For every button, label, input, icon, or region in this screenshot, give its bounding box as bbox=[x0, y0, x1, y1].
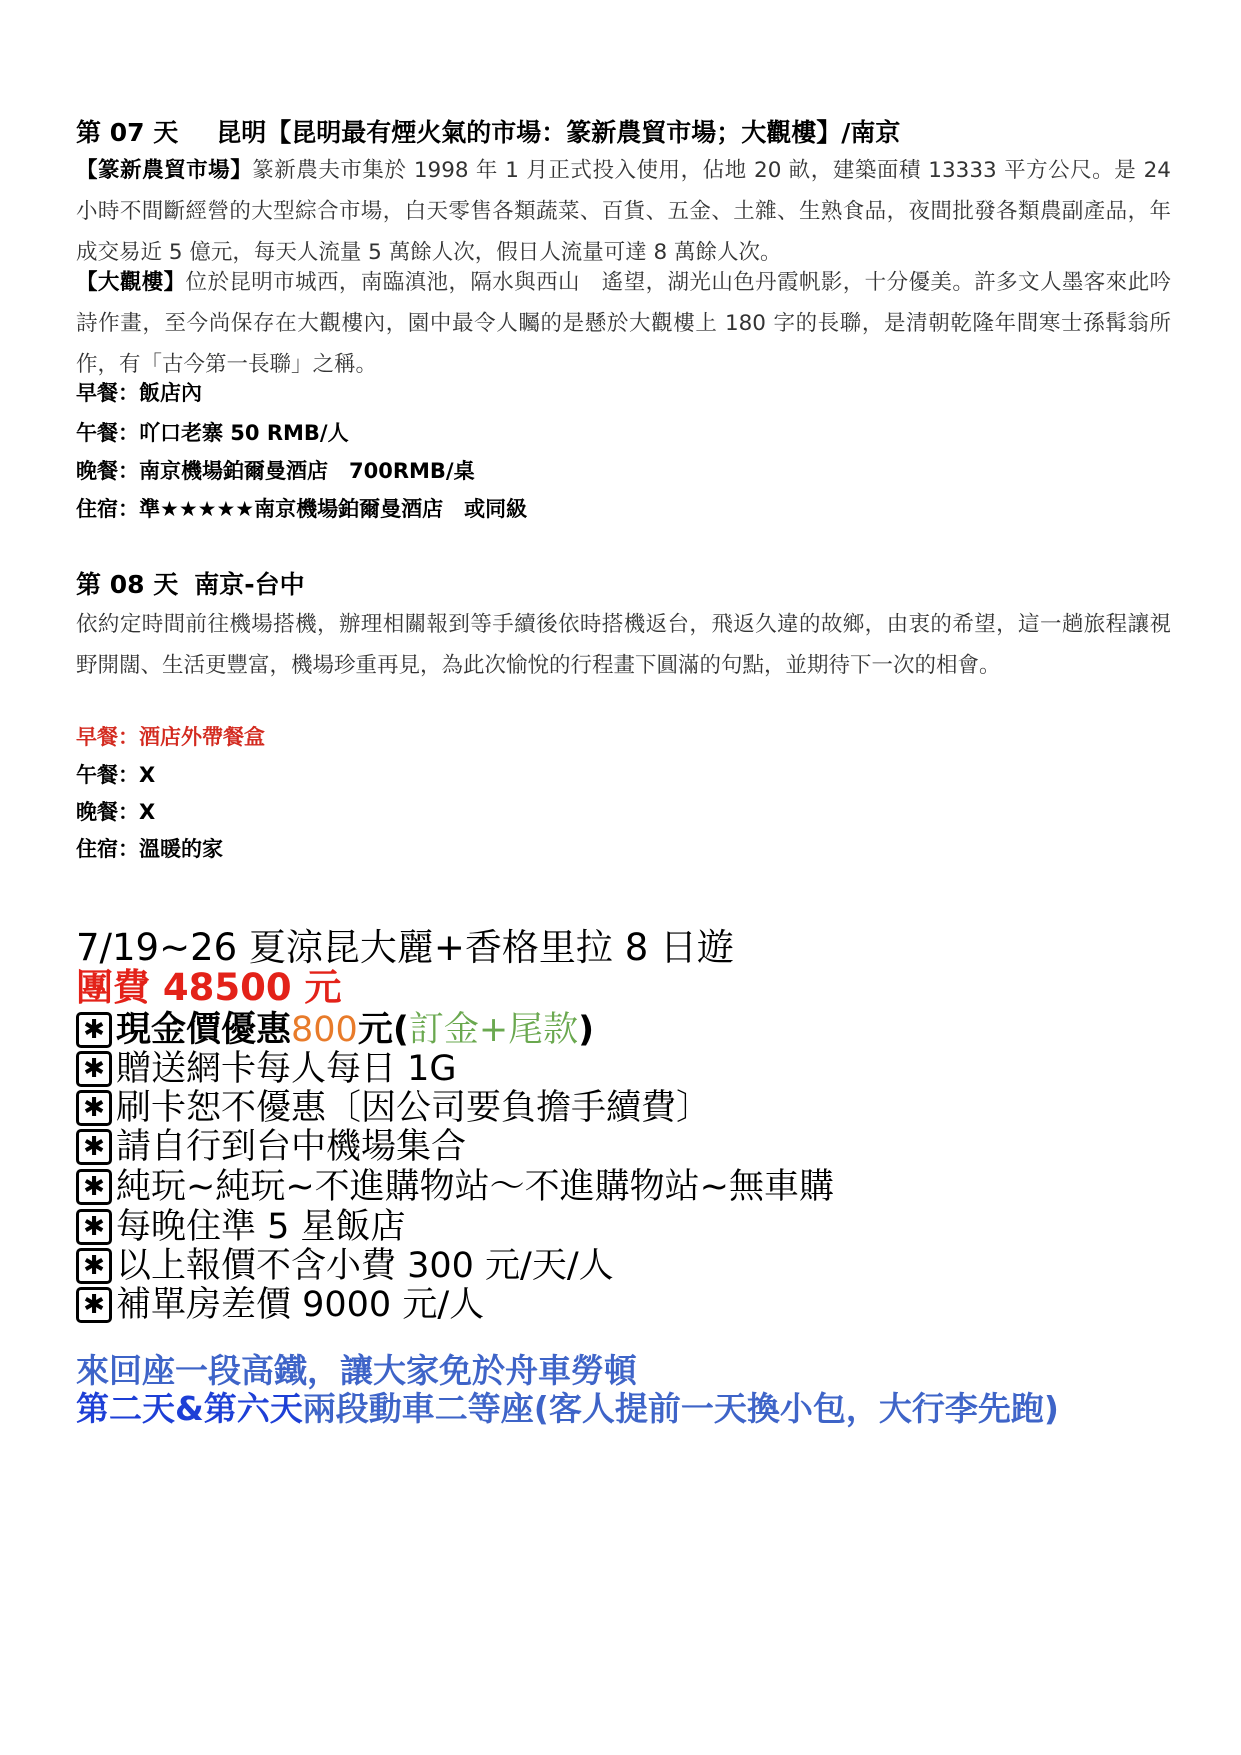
bullet-tips: ✱ 以上報價不含小費 300 元/天/人 bbox=[76, 1244, 614, 1288]
day7-tower-paragraph bbox=[76, 262, 1171, 385]
bullet-meeting-point: ✱ 請自行到台中機場集合 bbox=[76, 1125, 466, 1169]
day7-dinner: 晚餐：南京機場鉑爾曼酒店 700RMB/桌 bbox=[76, 459, 475, 483]
bullet-single-room: ✱ 補單房差價 9000 元/人 bbox=[76, 1283, 484, 1327]
asterisk-box-icon: ✱ bbox=[76, 1248, 112, 1284]
day8-hotel: 住宿：溫暖的家 bbox=[76, 837, 223, 861]
asterisk-box-icon: ✱ bbox=[76, 1129, 112, 1165]
day7-title: 昆明【昆明最有煙火氣的市場：篆新農貿市場；大觀樓】/南京 bbox=[216, 118, 901, 147]
day7-market-heading: 【篆新農貿市場】 bbox=[76, 158, 253, 183]
day7-market-text: 篆新農夫市集於 1998 年 1 月正式投入使用，佔地 20 畝，建築面積 13333 平方公尺。是 24 小時不間斷經營的大型綜合市場，白天零售各類蔬菜、百貨、五金、土雜、生熟食品，夜間批發各類農副產品，年成交易近 5 億元，每天人流量 5 萬餘人次，假日人流量可達 8 萬餘人次。 bbox=[76, 158, 1171, 265]
day8-paragraph: 依約定時間前往機場搭機，辦理相關報到等手續後依時搭機返台，飛返久違的故鄉，由衷的希望，這一趟旅程讓視野開闊、生活更豐富，機場珍重再見，為此次愉悅的行程畫下圓滿的句點，並期待下一次的相會。 bbox=[76, 612, 1171, 678]
day7-hotel: 住宿：準★★★★★南京機場鉑爾曼酒店 或同級 bbox=[76, 497, 528, 521]
asterisk-box-icon: ✱ bbox=[76, 1090, 112, 1126]
day8-heading bbox=[76, 568, 305, 602]
day7-tower-heading: 【大觀樓】 bbox=[76, 270, 186, 295]
day8-breakfast: 早餐：酒店外帶餐盒 bbox=[76, 725, 265, 749]
day7-heading bbox=[76, 116, 900, 150]
bullet-hotel: ✱ 每晚住準 5 星飯店 bbox=[76, 1205, 406, 1249]
transport-days: 第二天&第六天 bbox=[76, 1389, 303, 1428]
day8-number: 第 08 天 bbox=[76, 570, 179, 599]
bullet-card-payment: ✱ 刷卡恕不優惠〔因公司要負擔手續費〕 bbox=[76, 1086, 711, 1130]
day7-lunch: 午餐：吖口老寨 50 RMB/人 bbox=[76, 421, 349, 445]
day7-number: 第 07 天 bbox=[76, 118, 179, 147]
bullet-cash-discount: ✱ 現金價優惠 800 元( 訂金+尾款 ) bbox=[76, 1008, 594, 1052]
discount-amount: 800 bbox=[291, 1010, 358, 1050]
tour-title: 7/19~26 夏涼昆大麗+香格里拉 8 日遊 bbox=[76, 926, 734, 969]
bullet-no-shopping: ✱ 純玩~純玩~不進購物站～不進購物站~無車購 bbox=[76, 1165, 834, 1209]
day8-lunch: 午餐：X bbox=[76, 763, 156, 787]
day8-dinner: 晚餐：X bbox=[76, 800, 156, 824]
asterisk-box-icon: ✱ bbox=[76, 1169, 112, 1205]
day8-title: 南京-台中 bbox=[194, 570, 305, 599]
day7-tower-text: 位於昆明市城西，南臨滇池，隔水與西山 遙望，湖光山色丹霞帆影，十分優美。許多文人墨客來此吟詩作畫，至今尚保存在大觀樓內，園中最令人矚的是懸於大觀樓上 180 字的長聯，是清朝乾隆年間寒士孫髯翁所作，有「古今第一長聯」之稱。 bbox=[76, 270, 1171, 377]
tour-price: 團費 48500 元 bbox=[76, 966, 342, 1009]
asterisk-box-icon: ✱ bbox=[76, 1287, 112, 1323]
bullet-data-card: ✱ 贈送網卡每人每日 1G bbox=[76, 1047, 457, 1091]
deposit-note: 訂金+尾款 bbox=[408, 1010, 579, 1050]
day7-market-paragraph bbox=[76, 150, 1171, 273]
asterisk-box-icon: ✱ bbox=[76, 1012, 112, 1048]
asterisk-box-icon: ✱ bbox=[76, 1051, 112, 1087]
day7-breakfast: 早餐：飯店內 bbox=[76, 381, 202, 405]
transport-line-2: 第二天&第六天兩段動車二等座(客人提前一天換小包，大行李先跑) bbox=[76, 1389, 1059, 1428]
asterisk-box-icon: ✱ bbox=[76, 1209, 112, 1245]
transport-line-1: 來回座一段高鐵，讓大家免於舟車勞頓 bbox=[76, 1351, 637, 1390]
